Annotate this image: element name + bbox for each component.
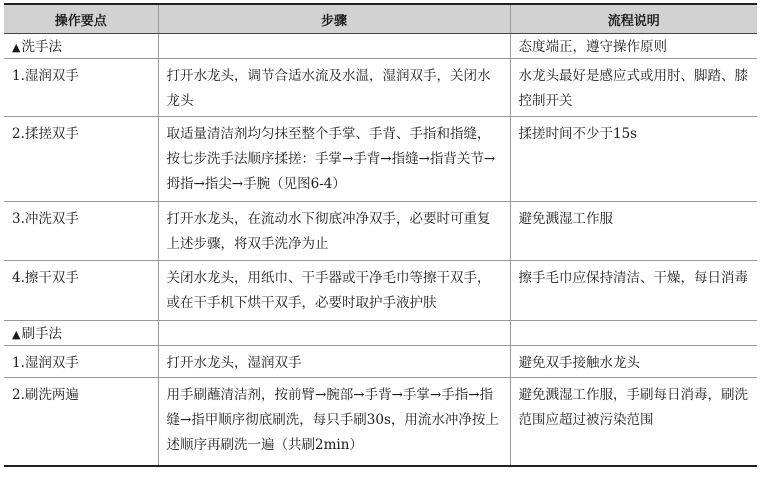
- empty-cell: [158, 34, 510, 59]
- operation-point: 2.揉搓双手: [4, 117, 158, 202]
- header-process-notes: 流程说明: [510, 4, 757, 34]
- operation-point: 4.擦干双手: [4, 261, 158, 321]
- section-title: 刷手法: [21, 326, 62, 342]
- step-description: 取适量清洁剂均匀抹至整个手掌、手背、手指和指缝，按七步洗手法顺序揉搓：手掌→手背→指缝→指背关节→拇指→指尖→手腕（见图6-4）: [158, 117, 510, 202]
- table-row: [4, 117, 757, 202]
- table-row: [4, 346, 757, 378]
- step-description: 关闭水龙头，用纸巾、干手器或干净毛巾等擦干双手，或在干手机下烘干双手，必要时取护手液护肤: [158, 261, 510, 321]
- step-description: 打开水龙头，在流动水下彻底冲净双手，必要时可重复上述步骤，将双手洗净为止: [158, 202, 510, 261]
- table-row: [4, 261, 757, 321]
- section-title-cell: [4, 34, 158, 59]
- section-note: 态度端正，遵守操作原则: [510, 34, 757, 59]
- process-note: 避免双手接触水龙头: [510, 346, 757, 378]
- process-note: 避免溅湿工作服，手刷每日消毒，刷洗范围应超过被污染范围: [510, 378, 757, 466]
- step-description: 打开水龙头，调节合适水流及水温，湿润双手，关闭水龙头: [158, 59, 510, 117]
- empty-cell: [158, 321, 510, 346]
- operation-point: 2.刷洗两遍: [4, 378, 158, 466]
- process-note: 擦手毛巾应保持清洁、干燥，每日消毒: [510, 261, 757, 321]
- triangle-icon: ▲: [12, 41, 21, 54]
- step-description: 打开水龙头，湿润双手: [158, 346, 510, 378]
- operation-point: 1.湿润双手: [4, 59, 158, 117]
- operation-point: 3.冲洗双手: [4, 202, 158, 261]
- table-row: [4, 378, 757, 466]
- header-operation-points: 操作要点: [4, 4, 158, 34]
- section-title-cell: [4, 321, 158, 346]
- table-row: [4, 59, 757, 117]
- process-note: 揉搓时间不少于15s: [510, 117, 757, 202]
- section-note: [510, 321, 757, 346]
- header-steps: 步骤: [158, 4, 510, 34]
- table-row: [4, 202, 757, 261]
- process-note: 避免溅湿工作服: [510, 202, 757, 261]
- procedure-table: [4, 3, 757, 467]
- step-description: 用手刷蘸清洁剂，按前臂→腕部→手背→手掌→手指→指缝→指甲顺序彻底刷洗，每只手刷30s，用流水冲净按上述顺序再刷洗一遍（共刷2min）: [158, 378, 510, 466]
- triangle-icon: ▲: [12, 328, 21, 341]
- process-note: 水龙头最好是感应式或用肘、脚踏、膝控制开关: [510, 59, 757, 117]
- section-title: 洗手法: [21, 39, 62, 55]
- operation-point: 1.湿润双手: [4, 346, 158, 378]
- section-row-brushing: [4, 321, 757, 346]
- header-row: [4, 4, 757, 34]
- section-row-handwashing: [4, 34, 757, 59]
